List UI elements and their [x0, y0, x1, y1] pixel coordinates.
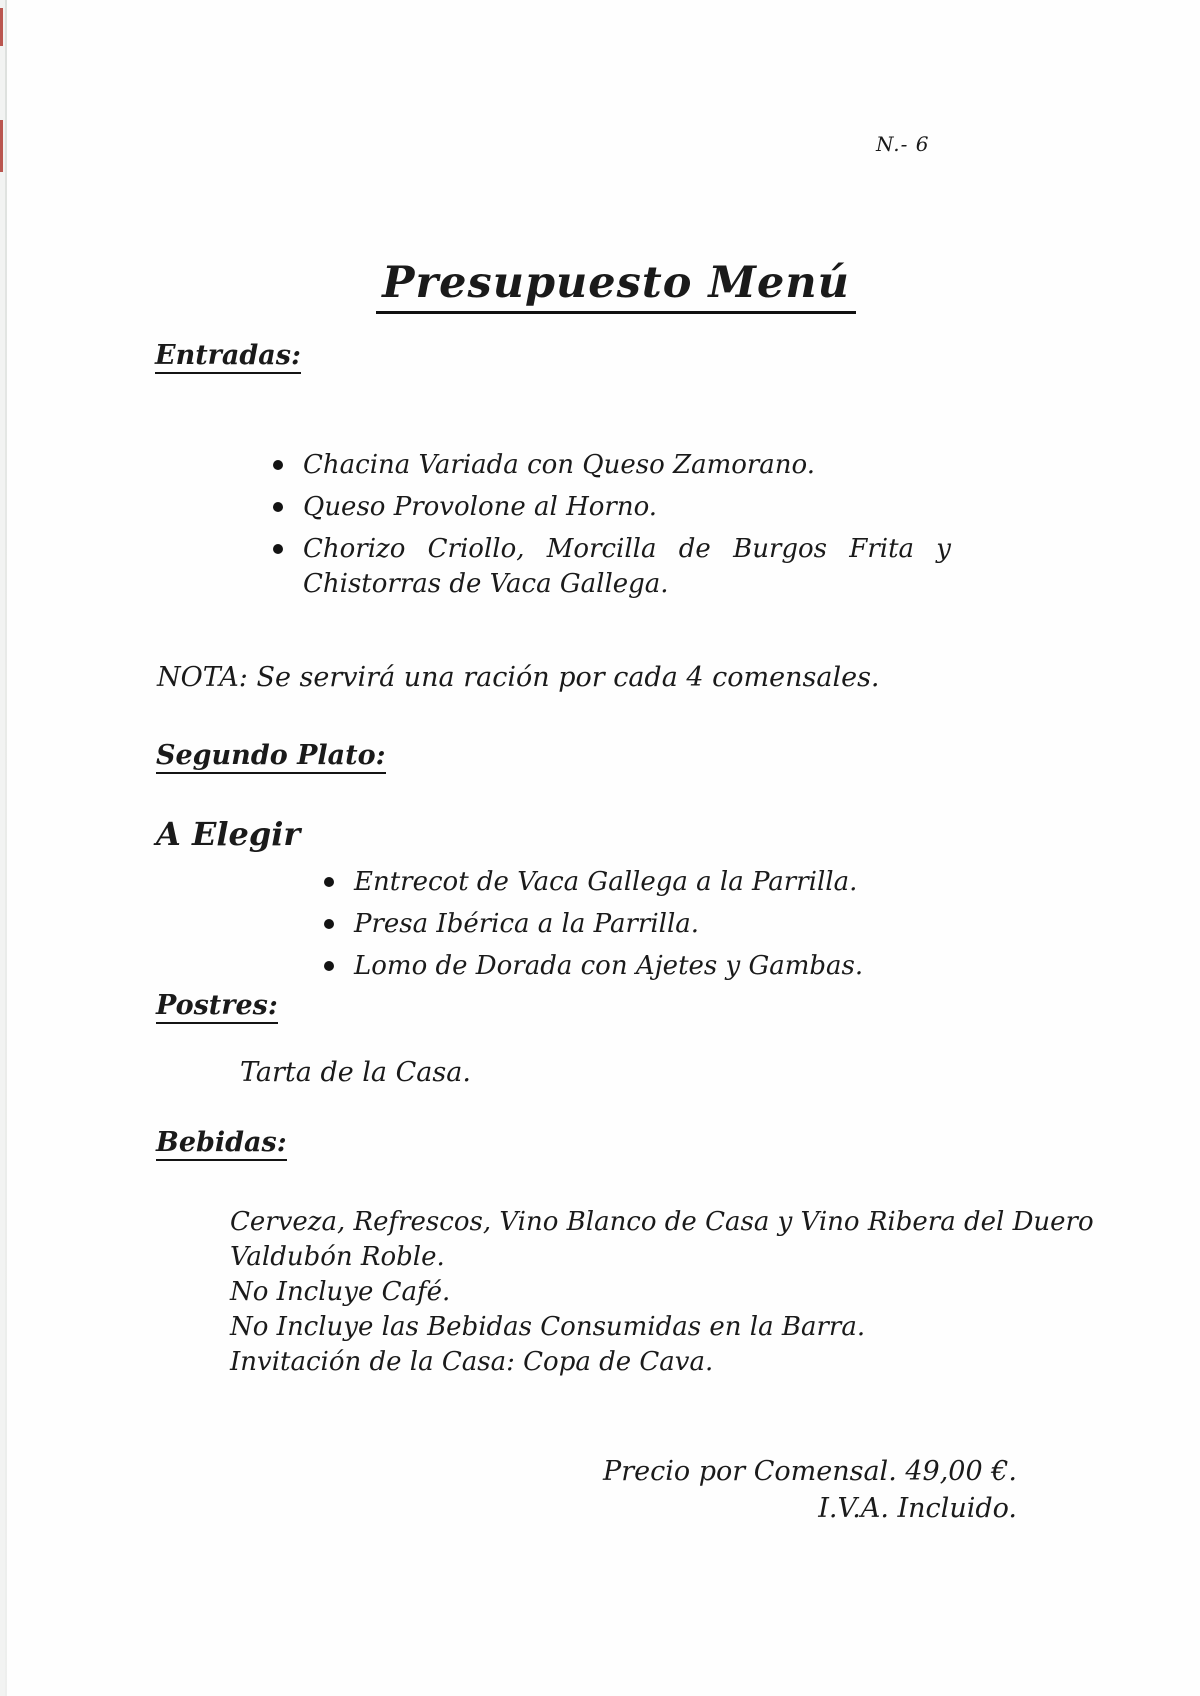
menu-item-text: Lomo de Dorada con Ajetes y Gambas.	[354, 951, 864, 981]
price-per-guest: Precio por Comensal. 49,00 €.	[603, 1456, 1017, 1487]
menu-item-text: Queso Provolone al Horno.	[303, 492, 658, 522]
beverage-line: Valdubón Roble.	[230, 1242, 445, 1272]
menu-item-text: Entrecot de Vaca Gallega a la Parrilla.	[354, 867, 858, 897]
list-item	[271, 490, 951, 525]
bullet-icon	[273, 502, 283, 512]
entradas-list	[271, 448, 951, 609]
heading-segundo-plato: Segundo Plato:	[156, 740, 386, 774]
scan-edge-line	[5, 0, 7, 1696]
menu-item-text: Presa Ibérica a la Parrilla.	[354, 909, 700, 939]
beverage-line: Invitación de la Casa: Copa de Cava.	[230, 1347, 714, 1377]
page-title: Presupuesto Menú	[376, 258, 856, 314]
heading-postres: Postres:	[156, 990, 278, 1024]
scan-red-artifact	[0, 8, 3, 46]
segundo-plato-list	[322, 865, 922, 991]
list-item	[271, 448, 951, 483]
bullet-icon	[324, 961, 334, 971]
heading-bebidas: Bebidas:	[156, 1127, 287, 1161]
page-number: N.- 6	[876, 132, 930, 156]
beverage-line: No Incluye las Bebidas Consumidas en la Barra.	[230, 1312, 866, 1342]
list-item	[322, 949, 922, 984]
dessert-item: Tarta de la Casa.	[240, 1057, 471, 1088]
beverage-line: No Incluye Café.	[230, 1277, 451, 1307]
beverages-paragraph	[230, 1205, 1094, 1380]
bullet-icon	[273, 544, 283, 554]
serving-note: NOTA: Se servirá una ración por cada 4 comensales.	[157, 662, 880, 693]
bullet-icon	[273, 460, 283, 470]
list-item	[322, 865, 922, 900]
vat-included: I.V.A. Incluido.	[818, 1493, 1017, 1524]
subheading-a-elegir: A Elegir	[156, 815, 301, 853]
menu-item-text: Chorizo Criollo, Morcilla de Burgos Frita y Chistorras de Vaca Gallega.	[303, 534, 951, 599]
price-block	[603, 1453, 1017, 1527]
bullet-icon	[324, 919, 334, 929]
title-container	[16, 258, 1200, 314]
menu-item-text: Chacina Variada con Queso Zamorano.	[303, 450, 816, 480]
list-item	[271, 532, 951, 602]
beverage-line: Cerveza, Refrescos, Vino Blanco de Casa y Vino Ribera del Duero	[230, 1207, 1094, 1237]
bullet-icon	[324, 877, 334, 887]
heading-entradas: Entradas:	[155, 340, 301, 374]
list-item	[322, 907, 922, 942]
scan-red-artifact	[0, 120, 3, 172]
